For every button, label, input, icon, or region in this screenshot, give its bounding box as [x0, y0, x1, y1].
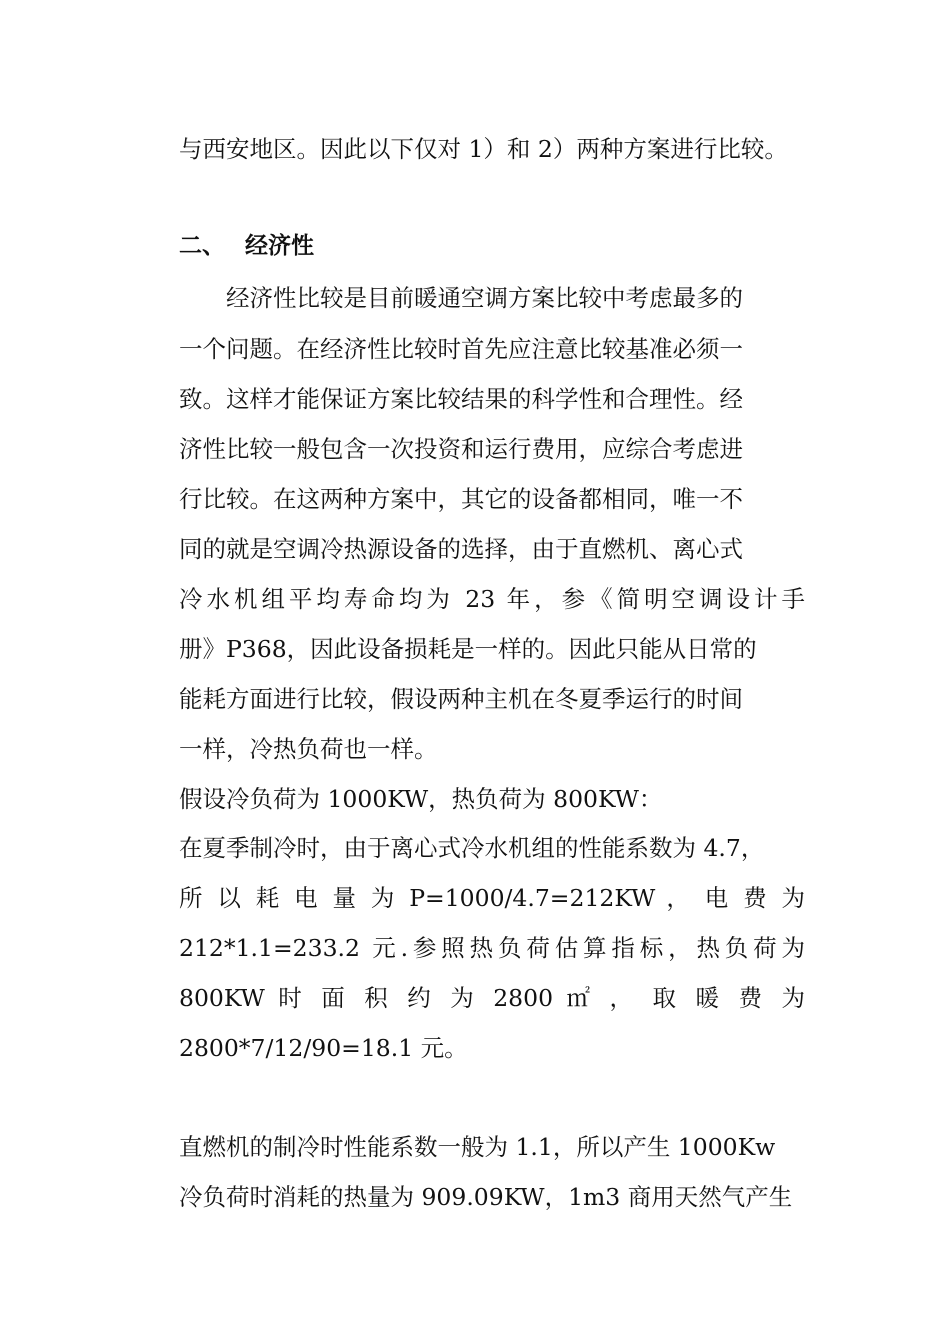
paragraph-line: 济性比较一般包含一次投资和运行费用，应综合考虑进 [179, 435, 743, 463]
section-number: 二、 [179, 233, 225, 259]
paragraph-line: 行比较。在这两种方案中，其它的设备都相同，唯一不 [179, 485, 743, 513]
paragraph-line: 一样，冷热负荷也一样。 [179, 735, 438, 763]
intro-line: 与西安地区。因此以下仅对 1）和 2）两种方案进行比较。 [179, 135, 788, 163]
paragraph-line: 经济性比较是目前暖通空调方案比较中考虑最多的 [179, 284, 743, 312]
paragraph-line: 直燃机的制冷时性能系数一般为 1.1，所以产生 1000Kw [179, 1133, 776, 1161]
paragraph-line: 2800*7/12/90=18.1 元。 [179, 1034, 468, 1062]
section-heading [179, 231, 314, 261]
paragraph-line: 同的就是空调冷热源设备的选择，由于直燃机、离心式 [179, 535, 743, 563]
section-title: 经济性 [245, 233, 314, 259]
paragraph-line: 在夏季制冷时，由于离心式冷水机组的性能系数为 4.7， [179, 834, 765, 862]
paragraph-line: 800KW 时 面 积 约 为 2800 ㎡ ， 取 暖 费 为 [179, 984, 805, 1012]
paragraph-line: 冷负荷时消耗的热量为 909.09KW，1m3 商用天然气产生 [179, 1183, 793, 1211]
paragraph-line: 册》P368，因此设备损耗是一样的。因此只能从日常的 [179, 635, 757, 663]
paragraph-line: 所 以 耗 电 量 为 P=1000/4.7=212KW ， 电 费 为 [179, 884, 805, 912]
paragraph-line: 冷水机组平均寿命均为 23 年，参《简明空调设计手 [179, 585, 805, 613]
paragraph-line: 一个问题。在经济性比较时首先应注意比较基准必须一 [179, 335, 743, 363]
assumption-line: 假设冷负荷为 1000KW，热负荷为 800KW： [179, 785, 663, 813]
paragraph-line: 能耗方面进行比较，假设两种主机在冬夏季运行的时间 [179, 685, 743, 713]
paragraph-line: 212*1.1=233.2 元.参照热负荷估算指标，热负荷为 [179, 934, 805, 962]
paragraph-line: 致。这样才能保证方案比较结果的科学性和合理性。经 [179, 385, 743, 413]
